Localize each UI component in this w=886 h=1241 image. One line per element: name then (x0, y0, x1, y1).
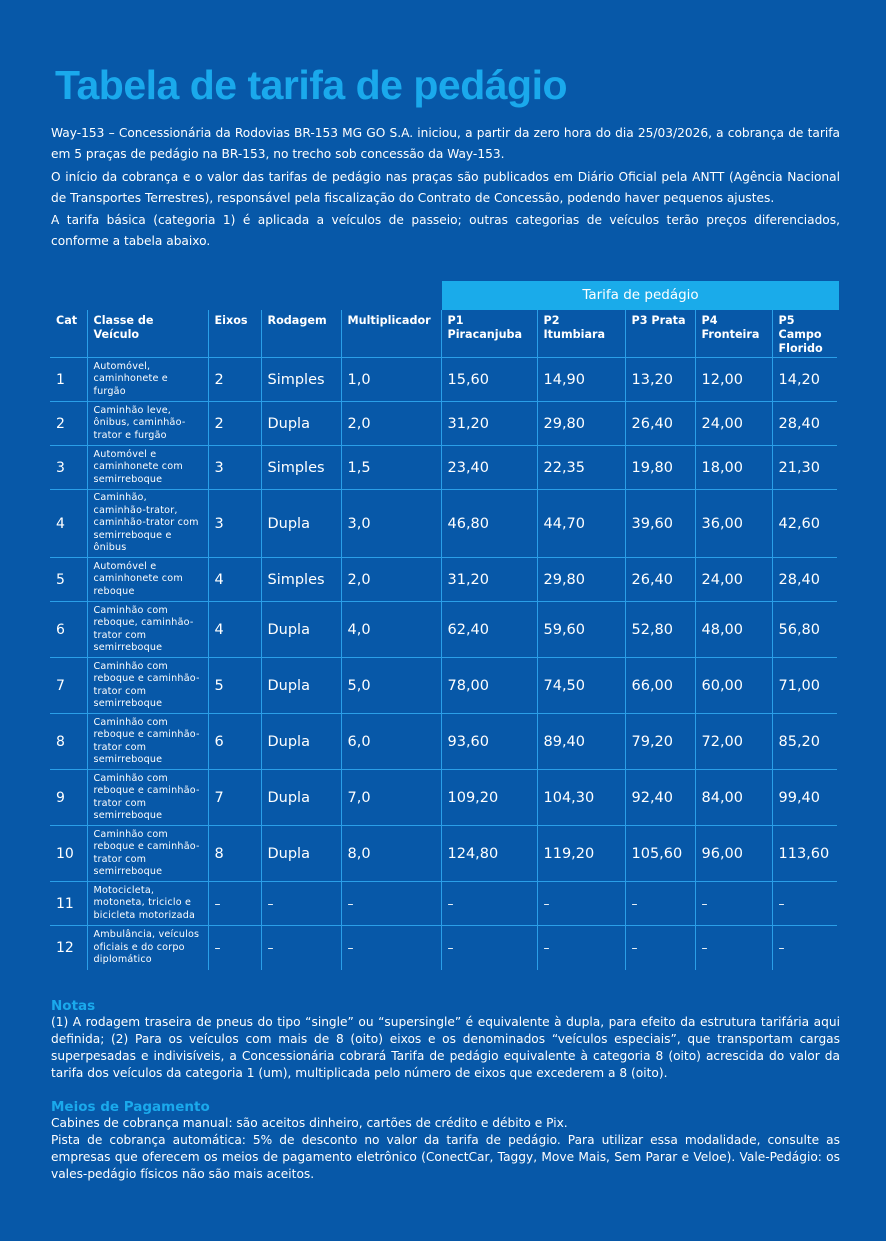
row-tarifa-p1: 31,20 (441, 558, 537, 602)
col-header-eixos: Eixos (208, 310, 261, 358)
row-tarifa-p1: 15,60 (441, 358, 537, 402)
row-multiplicador: 4,0 (341, 602, 441, 658)
row-cat: 2 (50, 402, 87, 446)
row-tarifa-p4: 18,00 (695, 446, 772, 490)
row-rodagem: – (261, 926, 341, 970)
row-eixos: 7 (208, 770, 261, 826)
row-cat: 10 (50, 826, 87, 882)
row-tarifa-p5: 28,40 (772, 558, 837, 602)
row-cat: 8 (50, 714, 87, 770)
intro-paragraph: Way-153 – Concessionária da Rodovias BR-153 MG GO S.A. iniciou, a partir da zero hora do dia 25/03/2026, a cobrança de tarifa em 5 praças de pedágio na BR-153, no trecho sob concessão da Way-153. (51, 126, 840, 161)
row-eixos: 2 (208, 358, 261, 402)
row-classe: Caminhão, caminhão-trator, caminhão-trator com semirreboque e ônibus (87, 490, 208, 558)
table-row (50, 658, 837, 714)
row-tarifa-p4: 60,00 (695, 658, 772, 714)
col-header-p5: P5 Campo Florido (772, 310, 837, 358)
row-rodagem: Dupla (261, 602, 341, 658)
row-multiplicador: 2,0 (341, 402, 441, 446)
table-row (50, 826, 837, 882)
table-header-row (50, 310, 837, 358)
row-tarifa-p2: 119,20 (537, 826, 625, 882)
row-rodagem: Simples (261, 558, 341, 602)
table-row (50, 714, 837, 770)
col-header-classe: Classe de Veículo (87, 310, 208, 358)
row-eixos: 4 (208, 558, 261, 602)
row-multiplicador: 6,0 (341, 714, 441, 770)
row-rodagem: Dupla (261, 714, 341, 770)
row-tarifa-p3: – (625, 926, 695, 970)
row-classe: Automóvel e caminhonete com semirreboque (87, 446, 208, 490)
row-tarifa-p3: – (625, 882, 695, 926)
row-tarifa-p3: 26,40 (625, 402, 695, 446)
notes-heading: Notas (51, 998, 96, 1014)
table-row (50, 358, 837, 402)
row-classe: Motocicleta, motoneta, triciclo e bicicleta motorizada (87, 882, 208, 926)
col-header-p2: P2 Itumbiara (537, 310, 625, 358)
row-cat: 5 (50, 558, 87, 602)
col-header-rodagem: Rodagem (261, 310, 341, 358)
row-classe: Caminhão com reboque e caminhão-trator com semirreboque (87, 714, 208, 770)
row-multiplicador: – (341, 882, 441, 926)
row-tarifa-p3: 19,80 (625, 446, 695, 490)
col-header-cat: Cat (50, 310, 87, 358)
row-classe: Automóvel, caminhonete e furgão (87, 358, 208, 402)
row-tarifa-p4: 96,00 (695, 826, 772, 882)
page-title: Tabela de tarifa de pedágio (55, 62, 568, 108)
row-rodagem: Simples (261, 358, 341, 402)
row-tarifa-p4: 84,00 (695, 770, 772, 826)
row-tarifa-p1: 31,20 (441, 402, 537, 446)
row-tarifa-p2: 44,70 (537, 490, 625, 558)
table-row (50, 602, 837, 658)
row-multiplicador: 5,0 (341, 658, 441, 714)
row-classe: Automóvel e caminhonete com reboque (87, 558, 208, 602)
row-tarifa-p2: – (537, 926, 625, 970)
row-tarifa-p3: 39,60 (625, 490, 695, 558)
row-tarifa-p2: 29,80 (537, 402, 625, 446)
row-cat: 1 (50, 358, 87, 402)
row-cat: 12 (56, 939, 74, 956)
notes-text: (1) A rodagem traseira de pneus do tipo “single” ou “supersingle” é equivalente à dupla, para efeito da estrutura tarifária aqui definida; (2) Para os veículos com mais de 8 (oito) eixos e os denominados “veículos especiais”, que transportam cargas superpesadas e indivisíveis, a Concessionária cobrará Tarifa de pedágio equivalente à categoria 8 (oito) acrescida do valor da tarifa dos veículos da categoria 1 (um), multiplicada pelo número de eixos que excederem a 8 (oito). (51, 1015, 840, 1080)
intro-section (51, 123, 840, 254)
row-tarifa-p5: 85,20 (772, 714, 837, 770)
payment-heading: Meios de Pagamento (51, 1099, 210, 1115)
row-eixos: 6 (208, 714, 261, 770)
row-tarifa-p3: 105,60 (625, 826, 695, 882)
row-tarifa-p5: 56,80 (772, 602, 837, 658)
row-tarifa-p2: 59,60 (537, 602, 625, 658)
row-tarifa-p1: – (441, 882, 537, 926)
row-multiplicador: 1,5 (341, 446, 441, 490)
row-tarifa-p4: 36,00 (695, 490, 772, 558)
row-tarifa-p2: 29,80 (537, 558, 625, 602)
row-tarifa-p1: 124,80 (441, 826, 537, 882)
row-tarifa-p3: 79,20 (625, 714, 695, 770)
row-tarifa-p3: 13,20 (625, 358, 695, 402)
row-tarifa-p5: – (772, 882, 837, 926)
table-row (50, 490, 837, 558)
row-multiplicador: 2,0 (341, 558, 441, 602)
row-tarifa-p4: – (695, 882, 772, 926)
col-header-multiplicador: Multiplicador (341, 310, 441, 358)
row-rodagem: – (261, 882, 341, 926)
row-classe: Caminhão leve, ônibus, caminhão-trator e furgão (87, 402, 208, 446)
row-tarifa-p4: 12,00 (695, 358, 772, 402)
intro-paragraph: O início da cobrança e o valor das tarifas de pedágio nas praças são publicados em Diário Oficial pela ANTT (Agência Nacional de Transportes Terrestres), responsável pela fiscalização do Contrato de Concessão, podendo haver pequenos ajustes. (51, 169, 840, 205)
row-classe: Caminhão com reboque e caminhão-trator com semirreboque (87, 658, 208, 714)
tariff-table (50, 310, 837, 970)
table-row (50, 558, 837, 602)
row-classe: Caminhão com reboque e caminhão-trator com semirreboque (87, 770, 208, 826)
row-tarifa-p5: 113,60 (772, 826, 837, 882)
tarifa-group-header: Tarifa de pedágio (442, 281, 839, 310)
row-multiplicador: 8,0 (341, 826, 441, 882)
row-tarifa-p2: 14,90 (537, 358, 625, 402)
row-tarifa-p1: – (441, 926, 537, 970)
row-tarifa-p1: 23,40 (441, 446, 537, 490)
row-tarifa-p2: – (537, 882, 625, 926)
row-tarifa-p4: 72,00 (695, 714, 772, 770)
row-eixos: 2 (208, 402, 261, 446)
row-tarifa-p5: – (772, 926, 837, 970)
row-multiplicador: 3,0 (341, 490, 441, 558)
row-tarifa-p4: 48,00 (695, 602, 772, 658)
row-rodagem: Dupla (261, 490, 341, 558)
intro-paragraph: A tarifa básica (categoria 1) é aplicada a veículos de passeio; outras categorias de veículos terão preços diferenciados, conforme a tabela abaixo. (51, 213, 840, 248)
row-tarifa-p1: 78,00 (441, 658, 537, 714)
row-tarifa-p2: 22,35 (537, 446, 625, 490)
table-row (50, 770, 837, 826)
row-eixos: 5 (208, 658, 261, 714)
row-eixos: 3 (208, 490, 261, 558)
row-eixos: 4 (208, 602, 261, 658)
row-cat: 6 (50, 602, 87, 658)
row-tarifa-p1: 46,80 (441, 490, 537, 558)
row-multiplicador: 7,0 (341, 770, 441, 826)
row-tarifa-p4: 24,00 (695, 402, 772, 446)
row-tarifa-p4: – (695, 926, 772, 970)
row-tarifa-p5: 21,30 (772, 446, 837, 490)
row-cat: 3 (50, 446, 87, 490)
row-tarifa-p3: 26,40 (625, 558, 695, 602)
row-rodagem: Dupla (261, 826, 341, 882)
row-rodagem: Dupla (261, 658, 341, 714)
row-cat: 7 (50, 658, 87, 714)
row-tarifa-p3: 92,40 (625, 770, 695, 826)
row-rodagem: Dupla (261, 770, 341, 826)
table-row (50, 402, 837, 446)
table-row (50, 446, 837, 490)
row-tarifa-p5: 99,40 (772, 770, 837, 826)
row-classe: Ambulância, veículos oficiais e do corpo diplomático (87, 926, 208, 970)
row-classe: Caminhão com reboque e caminhão-trator com semirreboque (87, 826, 208, 882)
row-tarifa-p5: 28,40 (772, 402, 837, 446)
payment-line: Cabines de cobrança manual: são aceitos dinheiro, cartões de crédito e débito e Pix. (51, 1116, 568, 1130)
row-tarifa-p1: 62,40 (441, 602, 537, 658)
notes-section (51, 998, 840, 1082)
row-eixos: 8 (208, 826, 261, 882)
row-tarifa-p2: 104,30 (537, 770, 625, 826)
row-tarifa-p5: 42,60 (772, 490, 837, 558)
payment-section (51, 1099, 840, 1183)
row-rodagem: Simples (261, 446, 341, 490)
row-multiplicador: – (341, 926, 441, 970)
table-row (50, 882, 837, 926)
row-tarifa-p3: 66,00 (625, 658, 695, 714)
row-tarifa-p3: 52,80 (625, 602, 695, 658)
table-row (50, 926, 837, 970)
row-tarifa-p1: 93,60 (441, 714, 537, 770)
row-rodagem: Dupla (261, 402, 341, 446)
row-multiplicador: 1,0 (341, 358, 441, 402)
row-tarifa-p1: 109,20 (441, 770, 537, 826)
row-tarifa-p2: 74,50 (537, 658, 625, 714)
row-tarifa-p4: 24,00 (695, 558, 772, 602)
row-cat: 9 (50, 770, 87, 826)
row-eixos: 3 (208, 446, 261, 490)
row-classe: Caminhão com reboque, caminhão-trator com semirreboque (87, 602, 208, 658)
col-header-p1: P1 Piracanjuba (441, 310, 537, 358)
row-tarifa-p5: 14,20 (772, 358, 837, 402)
row-cat: 4 (50, 490, 87, 558)
row-cat: 11 (50, 882, 87, 926)
row-eixos: – (208, 882, 261, 926)
row-eixos: – (208, 926, 261, 970)
col-header-p3: P3 Prata (625, 310, 695, 358)
payment-line: Pista de cobrança automática: 5% de desconto no valor da tarifa de pedágio. Para utilizar essa modalidade, consulte as empresas que oferecem os meios de pagamento eletrônico (ConectCar, Taggy, Move Mais, Sem Parar e Veloe). Vale-Pedágio: os vales-pedágio físicos não são mais aceitos. (51, 1133, 840, 1181)
col-header-p4: P4 Fronteira (695, 310, 772, 358)
row-tarifa-p2: 89,40 (537, 714, 625, 770)
row-tarifa-p5: 71,00 (772, 658, 837, 714)
